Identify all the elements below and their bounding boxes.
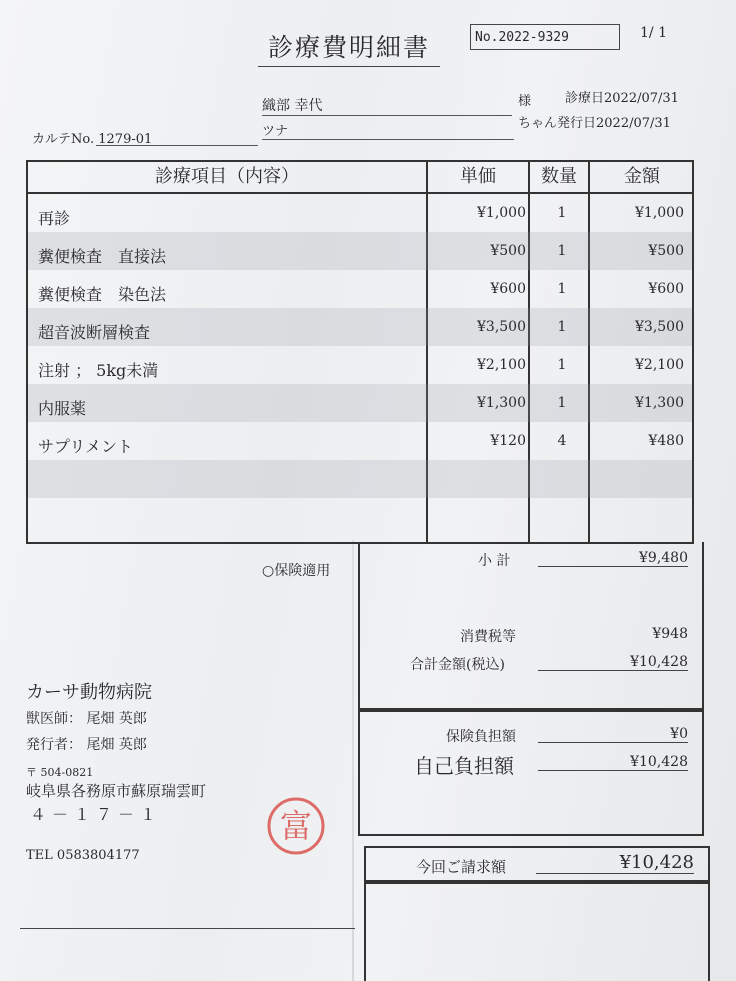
paper-fold	[352, 540, 354, 981]
table-row-empty	[28, 498, 692, 536]
quantity: 1	[557, 319, 567, 335]
unit-price: ¥2,100	[477, 357, 526, 373]
karte-label: カルテNo.	[32, 132, 95, 147]
quantity: 1	[557, 205, 567, 221]
table-row	[28, 384, 692, 422]
pet-name: ツナ	[262, 120, 514, 140]
table-row	[28, 232, 692, 270]
subtotal-box	[358, 542, 704, 710]
tax-label: 消費税等	[460, 629, 516, 645]
billed-box-lower	[364, 882, 710, 981]
item-name: 注射 ； 5kg未満	[38, 361, 159, 380]
unit-price: ¥500	[490, 243, 526, 259]
items-table	[26, 160, 694, 544]
item-name: 再診	[38, 209, 71, 228]
table-row-empty	[28, 460, 692, 498]
amount: ¥3,500	[635, 319, 684, 335]
header-unit-price: 単価	[460, 166, 496, 187]
vet-name: 獣医師： 尾畑 英郎	[26, 711, 147, 727]
quantity: 4	[557, 433, 567, 449]
issuer-name: 発行者： 尾畑 英郎	[26, 737, 147, 753]
pet-suffix: ちゃん	[518, 116, 558, 131]
document-number: No.2022-9329	[470, 24, 620, 50]
postal-code: 〒 504-0821	[26, 766, 94, 779]
amount: ¥500	[648, 243, 684, 259]
unit-price: ¥600	[490, 281, 526, 297]
table-row	[28, 308, 692, 346]
item-name: 超音波断層検査	[38, 323, 151, 342]
payment-box	[358, 710, 704, 836]
amount: ¥600	[648, 281, 684, 297]
address-line-2: ４－１７－１	[30, 805, 163, 824]
table-row	[28, 422, 692, 460]
telephone: TEL 0583804177	[26, 848, 140, 863]
karte-underline	[96, 145, 258, 146]
quantity: 1	[557, 243, 567, 259]
item-name: 糞便検査 染色法	[38, 285, 167, 304]
seal-text: 富	[279, 807, 313, 845]
billed-label: 今回ご請求額	[416, 858, 507, 876]
amount: ¥480	[648, 433, 684, 449]
issue-date: 発行日2022/07/31	[557, 116, 671, 131]
tax-value: ¥948	[652, 626, 688, 642]
item-name: 糞便検査 直接法	[38, 247, 167, 266]
unit-price: ¥1,000	[477, 205, 526, 221]
clinic-name: カーサ動物病院	[26, 682, 152, 703]
karte-value: 1279-01	[98, 132, 153, 147]
amount: ¥2,100	[635, 357, 684, 373]
quantity: 1	[557, 357, 567, 373]
unit-price: ¥120	[490, 433, 526, 449]
billed-box	[364, 846, 710, 882]
item-name: サプリメント	[38, 437, 134, 456]
subtotal-label: 小 計	[478, 553, 511, 569]
header-qty: 数量	[541, 166, 577, 187]
insurance-label: ○保険適用	[262, 563, 331, 579]
self-pay-value: ¥10,428	[538, 754, 688, 771]
address-line-1: 岐阜県各務原市蘇原瑞雲町	[26, 782, 207, 800]
unit-price: ¥1,300	[477, 395, 526, 411]
amount: ¥1,000	[635, 205, 684, 221]
table-row	[28, 346, 692, 384]
table-row	[28, 194, 692, 232]
page-number: 1/ 1	[640, 25, 667, 41]
billed-value: ¥10,428	[536, 852, 694, 874]
header-item: 診療項目（内容）	[155, 166, 299, 187]
item-name: 内服薬	[38, 399, 87, 418]
quantity: 1	[557, 281, 567, 297]
seal-stamp-icon	[266, 796, 326, 856]
exam-date: 診療日2022/07/31	[565, 91, 679, 106]
subtotal-value: ¥9,480	[538, 550, 688, 567]
owner-suffix: 様	[518, 94, 532, 109]
table-row	[28, 270, 692, 308]
issue-line	[518, 112, 671, 131]
amount: ¥1,300	[635, 395, 684, 411]
owner-name: 織部 幸代	[262, 95, 512, 116]
quantity: 1	[557, 395, 567, 411]
header-amount: 金額	[624, 166, 660, 187]
signature-line	[20, 928, 355, 929]
self-pay-label: 自己負担額	[414, 754, 514, 778]
unit-price: ¥3,500	[477, 319, 526, 335]
insurance-share-label: 保険負担額	[446, 729, 516, 745]
insurance-share-value: ¥0	[538, 726, 688, 743]
document-title: 診療費明細書	[258, 28, 440, 67]
total-label: 合計金額(税込)	[410, 657, 505, 673]
total-value: ¥10,428	[538, 654, 688, 671]
